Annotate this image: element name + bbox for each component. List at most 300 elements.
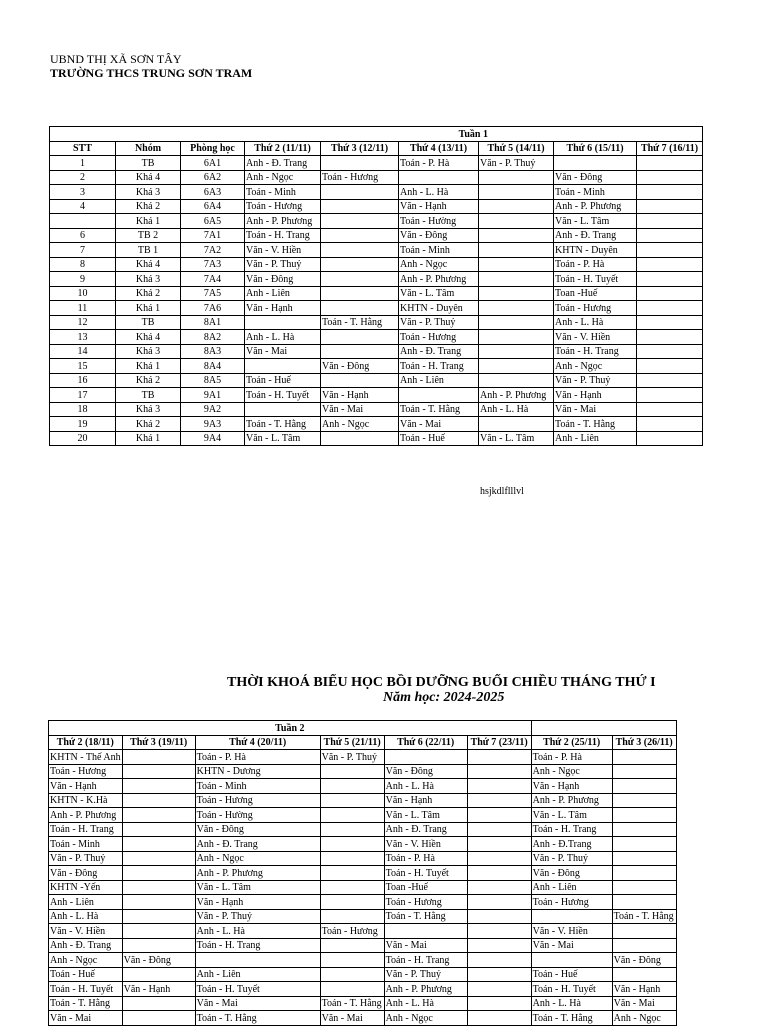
column-header: Thứ 3 (12/11) bbox=[321, 141, 399, 156]
table-cell: Toán - Minh bbox=[245, 185, 321, 200]
table-cell bbox=[467, 938, 531, 953]
table-cell: Văn - L. Tâm bbox=[384, 808, 467, 823]
table-row bbox=[50, 344, 703, 359]
table-row bbox=[49, 895, 677, 910]
table-cell: Toan -Huế bbox=[554, 286, 637, 301]
school-year-subtitle: Năm học: 2024-2025 bbox=[383, 690, 505, 705]
table-cell bbox=[467, 895, 531, 910]
table-cell: Toán - H. Tuyết bbox=[195, 982, 320, 997]
table-cell: Khá 1 bbox=[116, 214, 181, 229]
column-header: Thứ 5 (14/11) bbox=[479, 141, 554, 156]
table-cell bbox=[467, 837, 531, 852]
table-cell bbox=[612, 938, 676, 953]
column-header: Thứ 2 (11/11) bbox=[245, 141, 321, 156]
table-cell bbox=[321, 228, 399, 243]
table-cell: 11 bbox=[50, 301, 116, 316]
table-cell: Toán - H. Trang bbox=[554, 344, 637, 359]
table-row bbox=[50, 359, 703, 374]
table-cell: 7A3 bbox=[181, 257, 245, 272]
table-cell bbox=[467, 953, 531, 968]
column-header: Thứ 3 (26/11) bbox=[612, 735, 676, 750]
column-header: Thứ 6 (15/11) bbox=[554, 141, 637, 156]
table-cell bbox=[122, 837, 195, 852]
table-cell: Toán - T. Hằng bbox=[384, 909, 467, 924]
table-cell: 6 bbox=[50, 228, 116, 243]
table-cell bbox=[384, 750, 467, 765]
table-cell bbox=[637, 228, 703, 243]
table-row bbox=[49, 779, 677, 794]
table-cell: 14 bbox=[50, 344, 116, 359]
district-name: UBND THỊ XÃ SƠN TÂY bbox=[50, 52, 182, 66]
table-cell bbox=[637, 388, 703, 403]
table-cell: Anh - Liên bbox=[49, 895, 123, 910]
table-cell: Toán - Minh bbox=[554, 185, 637, 200]
table-cell bbox=[122, 895, 195, 910]
table-cell bbox=[479, 199, 554, 214]
column-header: Nhóm bbox=[116, 141, 181, 156]
table-cell bbox=[467, 924, 531, 939]
table-cell bbox=[122, 967, 195, 982]
table-cell: Văn - P. Thuỷ bbox=[554, 373, 637, 388]
table-cell: Văn - Đông bbox=[554, 170, 637, 185]
table-cell bbox=[479, 359, 554, 374]
table-cell: 9A1 bbox=[181, 388, 245, 403]
table-cell: Toán - T. Hằng bbox=[49, 996, 123, 1011]
schedule-table-week-1 bbox=[49, 126, 703, 446]
table-cell bbox=[554, 156, 637, 171]
table-cell bbox=[467, 909, 531, 924]
table-cell bbox=[479, 272, 554, 287]
table-row bbox=[50, 243, 703, 258]
table-cell bbox=[479, 315, 554, 330]
table-cell bbox=[637, 199, 703, 214]
table-cell: Anh - Đ. Trang bbox=[245, 156, 321, 171]
table-cell: Khá 1 bbox=[116, 359, 181, 374]
table-cell: 8A4 bbox=[181, 359, 245, 374]
table-cell: TB 1 bbox=[116, 243, 181, 258]
table-cell: Văn - Hạnh bbox=[384, 793, 467, 808]
table-cell: 8A5 bbox=[181, 373, 245, 388]
table-cell bbox=[321, 272, 399, 287]
table-cell bbox=[637, 170, 703, 185]
table-row bbox=[50, 272, 703, 287]
table-cell bbox=[479, 373, 554, 388]
table-cell bbox=[122, 1011, 195, 1026]
table-cell bbox=[637, 243, 703, 258]
table-cell: Khá 2 bbox=[116, 373, 181, 388]
table-cell bbox=[321, 330, 399, 345]
table-cell: 13 bbox=[50, 330, 116, 345]
table-cell bbox=[320, 982, 384, 997]
week-label-row bbox=[50, 127, 703, 142]
table-cell: 1 bbox=[50, 156, 116, 171]
column-header: Thứ 6 (22/11) bbox=[384, 735, 467, 750]
table-cell: Anh - L. Hà bbox=[384, 779, 467, 794]
table-cell: Văn - V. Hiền bbox=[531, 924, 612, 939]
table-cell: Anh - Ngọc bbox=[321, 417, 399, 432]
table-cell: 12 bbox=[50, 315, 116, 330]
table-cell bbox=[479, 417, 554, 432]
table-cell bbox=[612, 793, 676, 808]
table-cell: 6A2 bbox=[181, 170, 245, 185]
column-header: Thứ 3 (19/11) bbox=[122, 735, 195, 750]
table-cell: Toán - T. Hằng bbox=[531, 1011, 612, 1026]
week-label-row bbox=[49, 721, 677, 736]
table-cell: Toán - T. Hằng bbox=[399, 402, 479, 417]
table-row bbox=[50, 373, 703, 388]
table-cell bbox=[320, 793, 384, 808]
table-cell: Khá 1 bbox=[116, 431, 181, 446]
table-cell: 20 bbox=[50, 431, 116, 446]
table-cell bbox=[321, 243, 399, 258]
table-row bbox=[50, 214, 703, 229]
schedule-title: THỜI KHOÁ BIỂU HỌC BỒI DƯỠNG BUỔI CHIỀU THÁNG THỨ I bbox=[227, 675, 656, 690]
table-cell bbox=[195, 953, 320, 968]
table-cell bbox=[320, 764, 384, 779]
table-cell bbox=[321, 431, 399, 446]
table-cell bbox=[122, 851, 195, 866]
table-cell: Văn - L. Tâm bbox=[245, 431, 321, 446]
table-cell bbox=[50, 214, 116, 229]
table-cell bbox=[320, 837, 384, 852]
table-cell bbox=[320, 822, 384, 837]
table-cell: Văn - P. Thuỷ bbox=[479, 156, 554, 171]
table-cell bbox=[467, 822, 531, 837]
table-cell: Văn - L. Tâm bbox=[531, 808, 612, 823]
table-cell bbox=[122, 938, 195, 953]
table-cell bbox=[122, 822, 195, 837]
table-cell: Anh - Liên bbox=[554, 431, 637, 446]
schedule-table-week-2 bbox=[48, 720, 677, 1026]
table-cell: Khá 3 bbox=[116, 402, 181, 417]
table-cell bbox=[320, 938, 384, 953]
table-cell bbox=[612, 895, 676, 910]
table-cell: Anh - P. Phương bbox=[384, 982, 467, 997]
table-cell bbox=[245, 359, 321, 374]
table-cell: Văn - Hạnh bbox=[612, 982, 676, 997]
table-row bbox=[49, 866, 677, 881]
table-cell: Văn - Đông bbox=[399, 228, 479, 243]
table-cell bbox=[399, 170, 479, 185]
table-cell: KHTN - K.Hà bbox=[49, 793, 123, 808]
table-row bbox=[49, 1011, 677, 1026]
table-cell: TB bbox=[116, 388, 181, 403]
table-cell bbox=[245, 402, 321, 417]
table-cell: 7A4 bbox=[181, 272, 245, 287]
table-cell: Văn - P. Thuỷ bbox=[384, 967, 467, 982]
table-cell: Anh - Ngọc bbox=[384, 1011, 467, 1026]
table-cell: Văn - L. Tâm bbox=[399, 286, 479, 301]
table-cell bbox=[122, 866, 195, 881]
table-cell bbox=[467, 996, 531, 1011]
table-cell: Văn - P. Thuỷ bbox=[320, 750, 384, 765]
table-cell: Văn - Mai bbox=[195, 996, 320, 1011]
table-cell: Toán - Hương bbox=[554, 301, 637, 316]
table-cell: Anh - L. Hà bbox=[399, 185, 479, 200]
table-cell bbox=[612, 822, 676, 837]
table-row bbox=[50, 156, 703, 171]
table-cell bbox=[320, 866, 384, 881]
table-cell bbox=[637, 156, 703, 171]
table-cell bbox=[479, 228, 554, 243]
column-header-row bbox=[50, 141, 703, 156]
table-cell: Văn - Đông bbox=[245, 272, 321, 287]
table-cell bbox=[467, 779, 531, 794]
table-cell bbox=[612, 967, 676, 982]
table-cell bbox=[320, 880, 384, 895]
table-cell: Anh - P. Phương bbox=[245, 214, 321, 229]
table-cell: Anh - L. Hà bbox=[245, 330, 321, 345]
table-cell bbox=[479, 170, 554, 185]
table-cell: TB 2 bbox=[116, 228, 181, 243]
table-cell bbox=[321, 214, 399, 229]
column-header: Thứ 7 (16/11) bbox=[637, 141, 703, 156]
table-cell bbox=[637, 185, 703, 200]
table-cell: Văn - Hạnh bbox=[554, 388, 637, 403]
table-cell: 7A2 bbox=[181, 243, 245, 258]
table-row bbox=[50, 170, 703, 185]
table-cell: Toán - H. Trang bbox=[531, 822, 612, 837]
table-cell: Văn - P. Thuỷ bbox=[49, 851, 123, 866]
table-cell: Anh - Đ. Trang bbox=[384, 822, 467, 837]
table-cell: Anh - L. Hà bbox=[384, 996, 467, 1011]
table-cell: Toán - H. Tuyết bbox=[49, 982, 123, 997]
table-cell: 6A4 bbox=[181, 199, 245, 214]
table-cell: 9A3 bbox=[181, 417, 245, 432]
table-cell: Toán - T. Hằng bbox=[320, 996, 384, 1011]
table-cell bbox=[467, 967, 531, 982]
table-cell bbox=[637, 431, 703, 446]
table-cell: Toán - Huế bbox=[245, 373, 321, 388]
table-cell bbox=[612, 837, 676, 852]
table-row bbox=[50, 388, 703, 403]
table-cell bbox=[122, 996, 195, 1011]
table-cell: Toán - Hương bbox=[399, 330, 479, 345]
table-cell: Anh - P. Phương bbox=[554, 199, 637, 214]
table-cell: Toán - H. Trang bbox=[195, 938, 320, 953]
table-cell: Toán - Hương bbox=[195, 793, 320, 808]
table-cell bbox=[467, 866, 531, 881]
table-row bbox=[50, 431, 703, 446]
table-cell bbox=[637, 402, 703, 417]
table-cell: Khá 4 bbox=[116, 330, 181, 345]
table-cell bbox=[637, 286, 703, 301]
table-cell bbox=[320, 851, 384, 866]
table-cell: 2 bbox=[50, 170, 116, 185]
table-row bbox=[49, 996, 677, 1011]
table-cell bbox=[612, 924, 676, 939]
table-cell bbox=[637, 373, 703, 388]
table-cell bbox=[467, 793, 531, 808]
table-cell: Văn - Hạnh bbox=[399, 199, 479, 214]
table-cell: Anh - Đ. Trang bbox=[554, 228, 637, 243]
table-cell: 7 bbox=[50, 243, 116, 258]
table-cell: Văn - V. Hiền bbox=[384, 837, 467, 852]
table-cell bbox=[122, 793, 195, 808]
table-cell: Văn - Đông bbox=[384, 764, 467, 779]
table-cell: Toán - T. Hằng bbox=[612, 909, 676, 924]
table-cell bbox=[467, 1011, 531, 1026]
table-cell: Toán - H. Trang bbox=[384, 953, 467, 968]
table-cell: 9A2 bbox=[181, 402, 245, 417]
column-header: Phòng học bbox=[181, 141, 245, 156]
table-cell bbox=[612, 851, 676, 866]
table-cell: Anh - P. Phương bbox=[479, 388, 554, 403]
column-header: Thứ 5 (21/11) bbox=[320, 735, 384, 750]
week-label: Tuần 2 bbox=[49, 721, 532, 736]
table-cell: Toán - Huế bbox=[531, 967, 612, 982]
table-row bbox=[49, 793, 677, 808]
table-cell: Toán - H. Tuyết bbox=[531, 982, 612, 997]
table-cell: Anh - Đ. Trang bbox=[195, 837, 320, 852]
table-cell bbox=[399, 388, 479, 403]
table-cell: 8 bbox=[50, 257, 116, 272]
table-cell: Văn - Hạnh bbox=[245, 301, 321, 316]
column-header: Thứ 2 (18/11) bbox=[49, 735, 123, 750]
table-cell: Văn - Hạnh bbox=[195, 895, 320, 910]
table-cell: Toán - H. Tuyết bbox=[554, 272, 637, 287]
table-cell bbox=[321, 286, 399, 301]
table-cell: Anh - Đ.Trang bbox=[531, 837, 612, 852]
table-cell: Văn - P. Thuỷ bbox=[399, 315, 479, 330]
table-cell bbox=[479, 214, 554, 229]
table-row bbox=[49, 880, 677, 895]
table-cell: Toán - H. Tuyết bbox=[245, 388, 321, 403]
table-cell: Anh - Liên bbox=[245, 286, 321, 301]
table-cell: Anh - Liên bbox=[399, 373, 479, 388]
table-cell: 3 bbox=[50, 185, 116, 200]
table-cell: Toán - P. Hà bbox=[531, 750, 612, 765]
table-row bbox=[49, 967, 677, 982]
table-cell: Văn - Hạnh bbox=[122, 982, 195, 997]
table-cell bbox=[637, 359, 703, 374]
week-label: Tuần 1 bbox=[245, 127, 703, 142]
table-cell: Anh - L. Hà bbox=[195, 924, 320, 939]
table-cell: Văn - Đông bbox=[195, 822, 320, 837]
table-cell: 9 bbox=[50, 272, 116, 287]
blank-cell bbox=[531, 721, 676, 736]
table-cell: Văn - Mai bbox=[320, 1011, 384, 1026]
table-cell: Văn - Mai bbox=[612, 996, 676, 1011]
table-cell: Văn - Đông bbox=[321, 359, 399, 374]
table-cell bbox=[637, 344, 703, 359]
table-cell bbox=[320, 779, 384, 794]
table-cell: Toán - P. Hà bbox=[554, 257, 637, 272]
table-cell bbox=[122, 924, 195, 939]
table-cell bbox=[479, 286, 554, 301]
table-cell: Văn - Hạnh bbox=[49, 779, 123, 794]
column-header: Thứ 7 (23/11) bbox=[467, 735, 531, 750]
table-cell bbox=[637, 272, 703, 287]
table-cell: Văn - Hạnh bbox=[321, 388, 399, 403]
table-row bbox=[50, 402, 703, 417]
table-cell: Toan -Huế bbox=[384, 880, 467, 895]
column-header: Thứ 2 (25/11) bbox=[531, 735, 612, 750]
table-cell bbox=[245, 315, 321, 330]
table-cell bbox=[320, 953, 384, 968]
table-cell: Toán - P. Hà bbox=[195, 750, 320, 765]
table-cell: Toán - Minh bbox=[399, 243, 479, 258]
table-cell bbox=[321, 373, 399, 388]
table-cell bbox=[467, 982, 531, 997]
table-cell bbox=[531, 909, 612, 924]
table-cell bbox=[479, 344, 554, 359]
table-cell bbox=[612, 808, 676, 823]
column-header-row bbox=[49, 735, 677, 750]
table-cell: Anh - P. Phương bbox=[49, 808, 123, 823]
table-cell: Anh - L. Hà bbox=[554, 315, 637, 330]
table-cell: Văn - Hạnh bbox=[531, 779, 612, 794]
column-header: STT bbox=[50, 141, 116, 156]
table-cell bbox=[467, 764, 531, 779]
table-cell: Anh - Ngọc bbox=[49, 953, 123, 968]
table-cell bbox=[637, 417, 703, 432]
table-cell: 17 bbox=[50, 388, 116, 403]
table-cell: 6A3 bbox=[181, 185, 245, 200]
table-cell bbox=[479, 185, 554, 200]
table-cell bbox=[479, 243, 554, 258]
table-cell: Văn - Đông bbox=[531, 866, 612, 881]
table-cell: KHTN - Duyên bbox=[399, 301, 479, 316]
table-row bbox=[50, 228, 703, 243]
table-cell: Toán - Hương bbox=[245, 199, 321, 214]
table-row bbox=[50, 301, 703, 316]
table-cell bbox=[122, 880, 195, 895]
table-row bbox=[49, 938, 677, 953]
table-row bbox=[49, 909, 677, 924]
table-cell: Toán - T. Hằng bbox=[245, 417, 321, 432]
table-row bbox=[50, 286, 703, 301]
table-cell: Văn - P. Thuỷ bbox=[195, 909, 320, 924]
table-cell bbox=[321, 301, 399, 316]
table-cell: Anh - Ngọc bbox=[612, 1011, 676, 1026]
table-cell: Toán - Hương bbox=[531, 895, 612, 910]
table-cell bbox=[320, 895, 384, 910]
table-cell: Toán - T. Hằng bbox=[195, 1011, 320, 1026]
table-cell: Toán - H. Tuyết bbox=[384, 866, 467, 881]
table-cell: TB bbox=[116, 156, 181, 171]
column-header: Thứ 4 (13/11) bbox=[399, 141, 479, 156]
table-cell bbox=[637, 257, 703, 272]
table-cell: Văn - P. Thuỷ bbox=[245, 257, 321, 272]
table-cell: Toán - Hương bbox=[384, 895, 467, 910]
table-cell: Anh - P. Phương bbox=[195, 866, 320, 881]
table-cell: KHTN - Dương bbox=[195, 764, 320, 779]
column-header: Thứ 4 (20/11) bbox=[195, 735, 320, 750]
table-cell bbox=[321, 344, 399, 359]
table-row bbox=[49, 851, 677, 866]
table-cell bbox=[612, 880, 676, 895]
table-cell: Anh - Liên bbox=[531, 880, 612, 895]
table-cell: Khá 3 bbox=[116, 344, 181, 359]
table-cell: Toán - H. Trang bbox=[399, 359, 479, 374]
table-row bbox=[50, 417, 703, 432]
table-row bbox=[49, 837, 677, 852]
table-cell: Toán - Hương bbox=[321, 170, 399, 185]
stray-note-text: hsjkdlflllvl bbox=[480, 486, 524, 497]
table-cell: Văn - Mai bbox=[399, 417, 479, 432]
table-cell: Khá 3 bbox=[116, 272, 181, 287]
table-cell: Anh - Đ. Trang bbox=[49, 938, 123, 953]
table-row bbox=[49, 764, 677, 779]
table-cell bbox=[479, 301, 554, 316]
table-cell bbox=[320, 909, 384, 924]
table-cell: Anh - Ngọc bbox=[245, 170, 321, 185]
table-row bbox=[49, 822, 677, 837]
table-cell bbox=[384, 924, 467, 939]
table-cell bbox=[479, 330, 554, 345]
table-cell: Khá 4 bbox=[116, 170, 181, 185]
